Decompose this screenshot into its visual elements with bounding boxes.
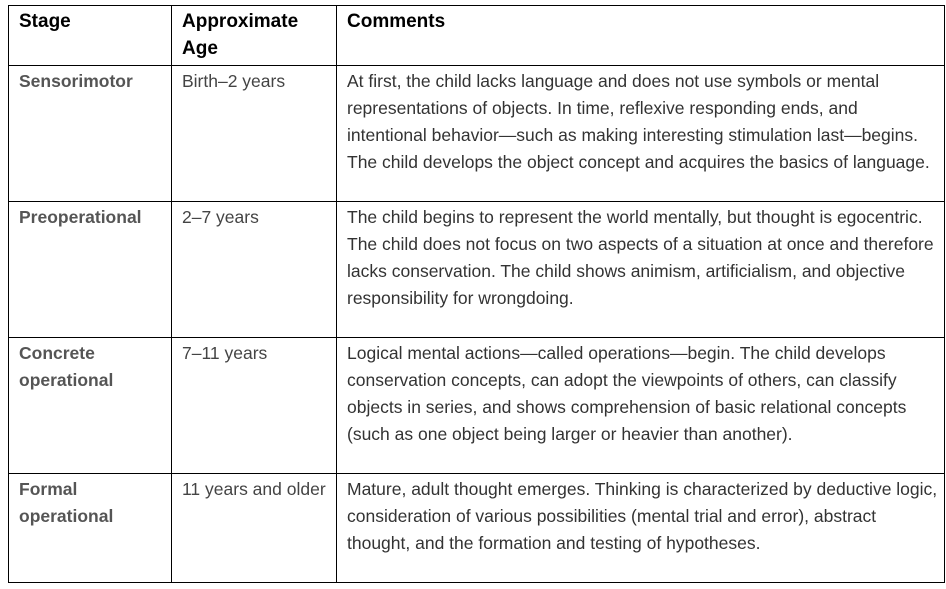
- age-cell: 7–11 years: [172, 337, 337, 473]
- comments-cell: Logical mental actions—called operations—begin. The child develops conservation concepts, can adopt the viewpoints of others, can classify objects in series, and shows comprehension of basic relational concepts (such as one object being larger or heavier than another).: [337, 337, 945, 473]
- age-cell: 2–7 years: [172, 201, 337, 337]
- age-cell: 11 years and older: [172, 473, 337, 582]
- stage-cell: Sensorimotor: [9, 65, 172, 201]
- comments-cell: The child begins to represent the world mentally, but thought is egocentric. The child does not focus on two aspects of a situation at once and therefore lacks conservation. The child shows animism, artificialism, and objective responsibility for wrongdoing.: [337, 201, 945, 337]
- table-body: [9, 65, 945, 582]
- developmental-stages-table: [8, 5, 945, 583]
- comments-cell: At first, the child lacks language and does not use symbols or mental representations of objects. In time, reflexive responding ends, and intentional behavior—such as making interesting stimulation last—begins. The child develops the object concept and acquires the basics of language.: [337, 65, 945, 201]
- header-comments: Comments: [337, 6, 945, 66]
- header-stage: Stage: [9, 6, 172, 66]
- stage-cell: Concrete operational: [9, 337, 172, 473]
- table-header: [9, 6, 945, 66]
- stage-cell: Formal operational: [9, 473, 172, 582]
- table-row-preoperational: [9, 201, 945, 337]
- header-row: [9, 6, 945, 66]
- header-approximate-age: Approximate Age: [172, 6, 337, 66]
- comments-cell: Mature, adult thought emerges. Thinking is characterized by deductive logic, consideration of various possibilities (mental trial and error), abstract thought, and the formation and testing of hypotheses.: [337, 473, 945, 582]
- table-row-sensorimotor: [9, 65, 945, 201]
- age-cell: Birth–2 years: [172, 65, 337, 201]
- table-row-concrete-operational: [9, 337, 945, 473]
- table-row-formal-operational: [9, 473, 945, 582]
- stages-table-container: [8, 5, 944, 583]
- stage-cell: Preoperational: [9, 201, 172, 337]
